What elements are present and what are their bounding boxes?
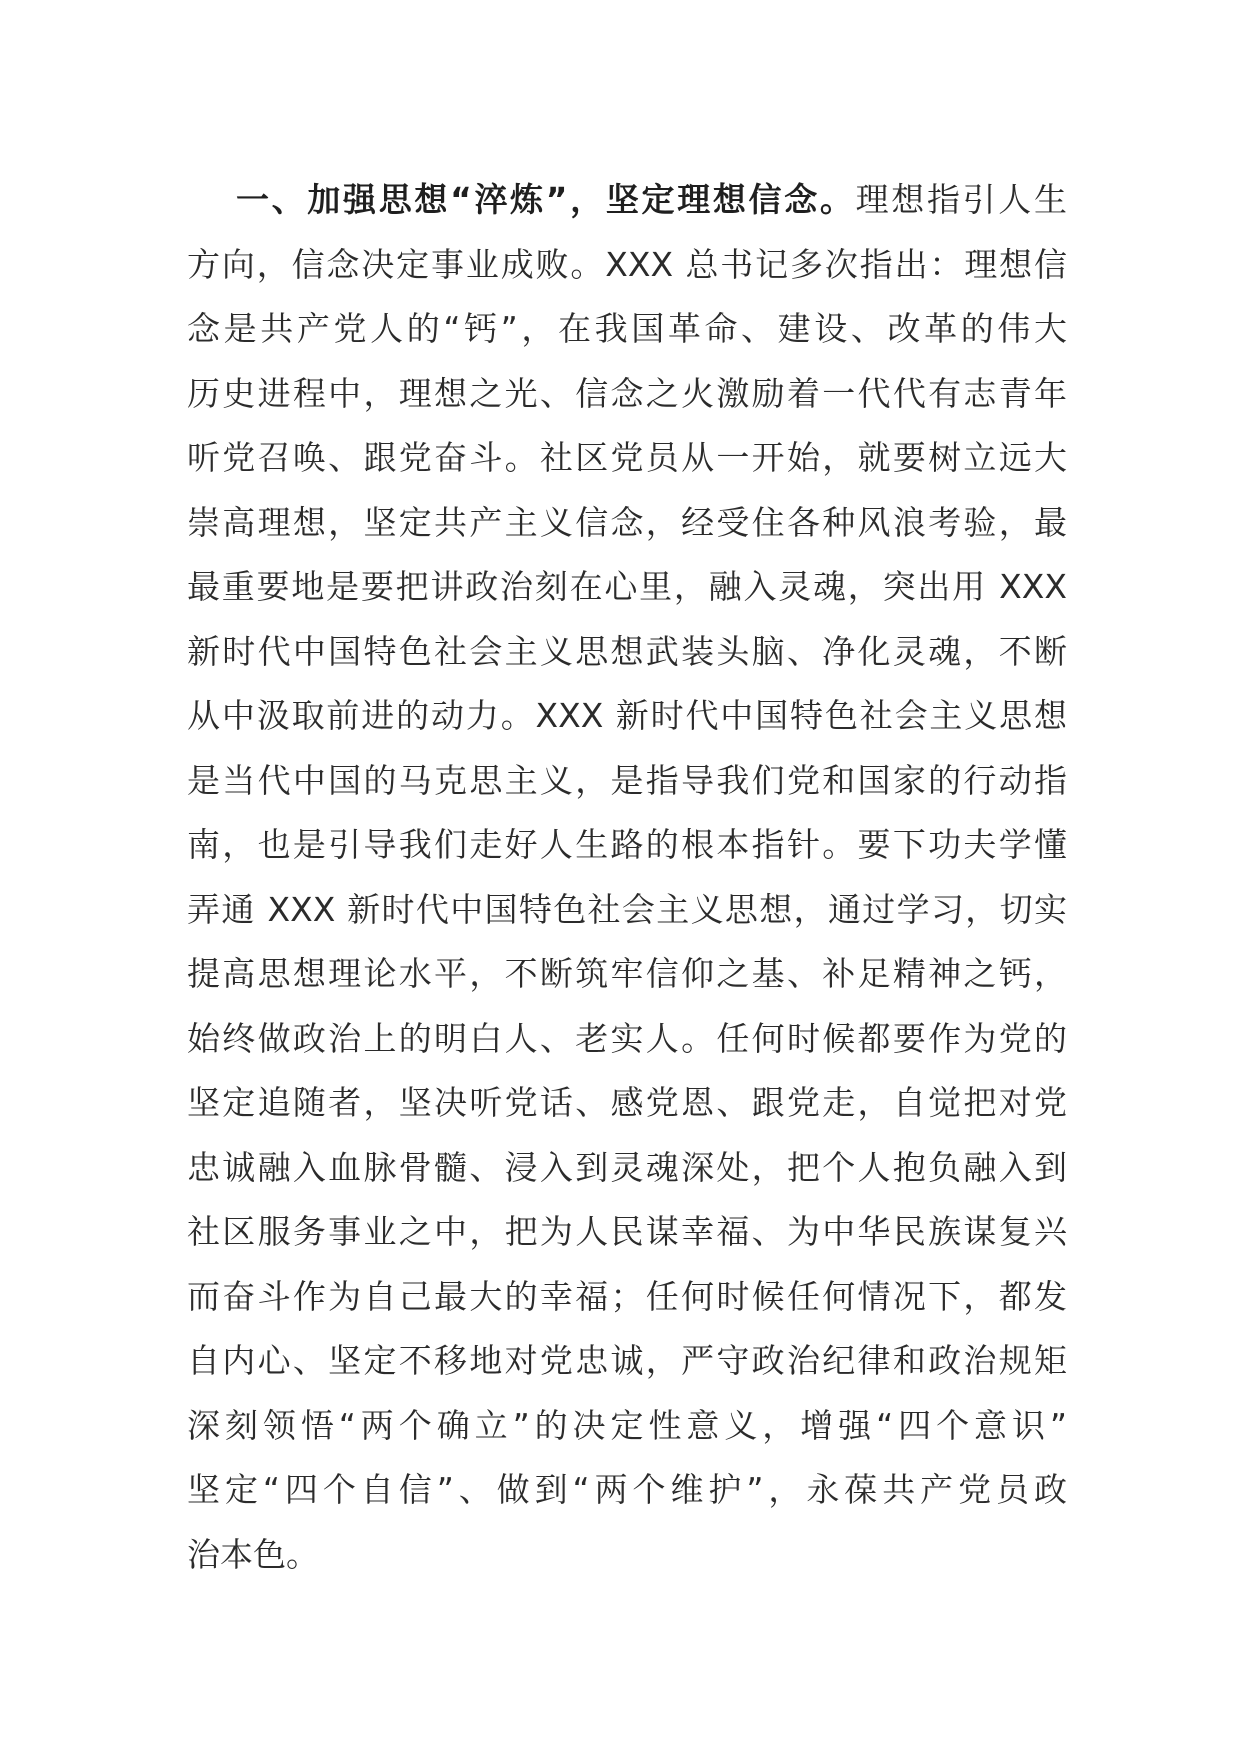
paragraph-line: 念是共产党人的“钙”，在我国革命、建设、改革的伟大 [187, 309, 1067, 348]
paragraph-line: 听党召唤、跟党奋斗。社区党员从一开始，就要树立远大 [187, 438, 1067, 477]
paragraph-line: 治本色。 [187, 1534, 319, 1574]
paragraph-line: 崇高理想，坚定共产主义信念，经受住各种风浪考验，最 [187, 502, 1067, 542]
paragraph-line: 坚定“四个自信”、做到“两个维护”，永葆共产党员政 [187, 1470, 1067, 1509]
paragraph-line: 历史进程中，理想之光、信念之火激励着一代代有志青年 [187, 373, 1067, 413]
paragraph-line: 弄通 XXX 新时代中国特色社会主义思想，通过学习，切实 [187, 889, 1067, 929]
paragraph-line: 忠诚融入血脉骨髓、浸入到灵魂深处，把个人抱负融入到 [187, 1147, 1067, 1187]
paragraph-line: 而奋斗作为自己最大的幸福；任何时候任何情况下，都发 [187, 1276, 1067, 1316]
paragraph-line: 社区服务事业之中，把为人民谋幸福、为中华民族谋复兴 [187, 1212, 1067, 1251]
heading-continuation: 理想指引人生 [855, 180, 1067, 219]
body-paragraph [187, 168, 1067, 1587]
paragraph-line: 深刻领悟“两个确立”的决定性意义，增强“四个意识” [187, 1405, 1067, 1445]
paragraph-line: 方向，信念决定事业成败。XXX 总书记多次指出：理想信 [187, 244, 1067, 284]
paragraph-line: 始终做政治上的明白人、老实人。任何时候都要作为党的 [187, 1018, 1067, 1058]
paragraph-line [187, 168, 1067, 233]
paragraph-line: 最重要地是要把讲政治刻在心里，融入灵魂，突出用 XXX [187, 567, 1067, 606]
paragraph-line: 坚定追随者，坚决听党话、感党恩、跟党走，自觉把对党 [187, 1083, 1067, 1122]
paragraph-line: 提高思想理论水平，不断筑牢信仰之基、补足精神之钙， [187, 954, 1067, 993]
paragraph-line: 新时代中国特色社会主义思想武装头脑、净化灵魂，不断 [187, 631, 1067, 671]
paragraph-line: 自内心、坚定不移地对党忠诚，严守政治纪律和政治规矩 [187, 1341, 1067, 1380]
section-heading: 一、加强思想“淬炼”，坚定理想信念。 [236, 180, 856, 219]
paragraph-line: 是当代中国的马克思主义，是指导我们党和国家的行动指 [187, 760, 1067, 800]
paragraph-line: 从中汲取前进的动力。XXX 新时代中国特色社会主义思想 [187, 696, 1067, 735]
paragraph-line: 南，也是引导我们走好人生路的根本指针。要下功夫学懂 [187, 825, 1067, 864]
